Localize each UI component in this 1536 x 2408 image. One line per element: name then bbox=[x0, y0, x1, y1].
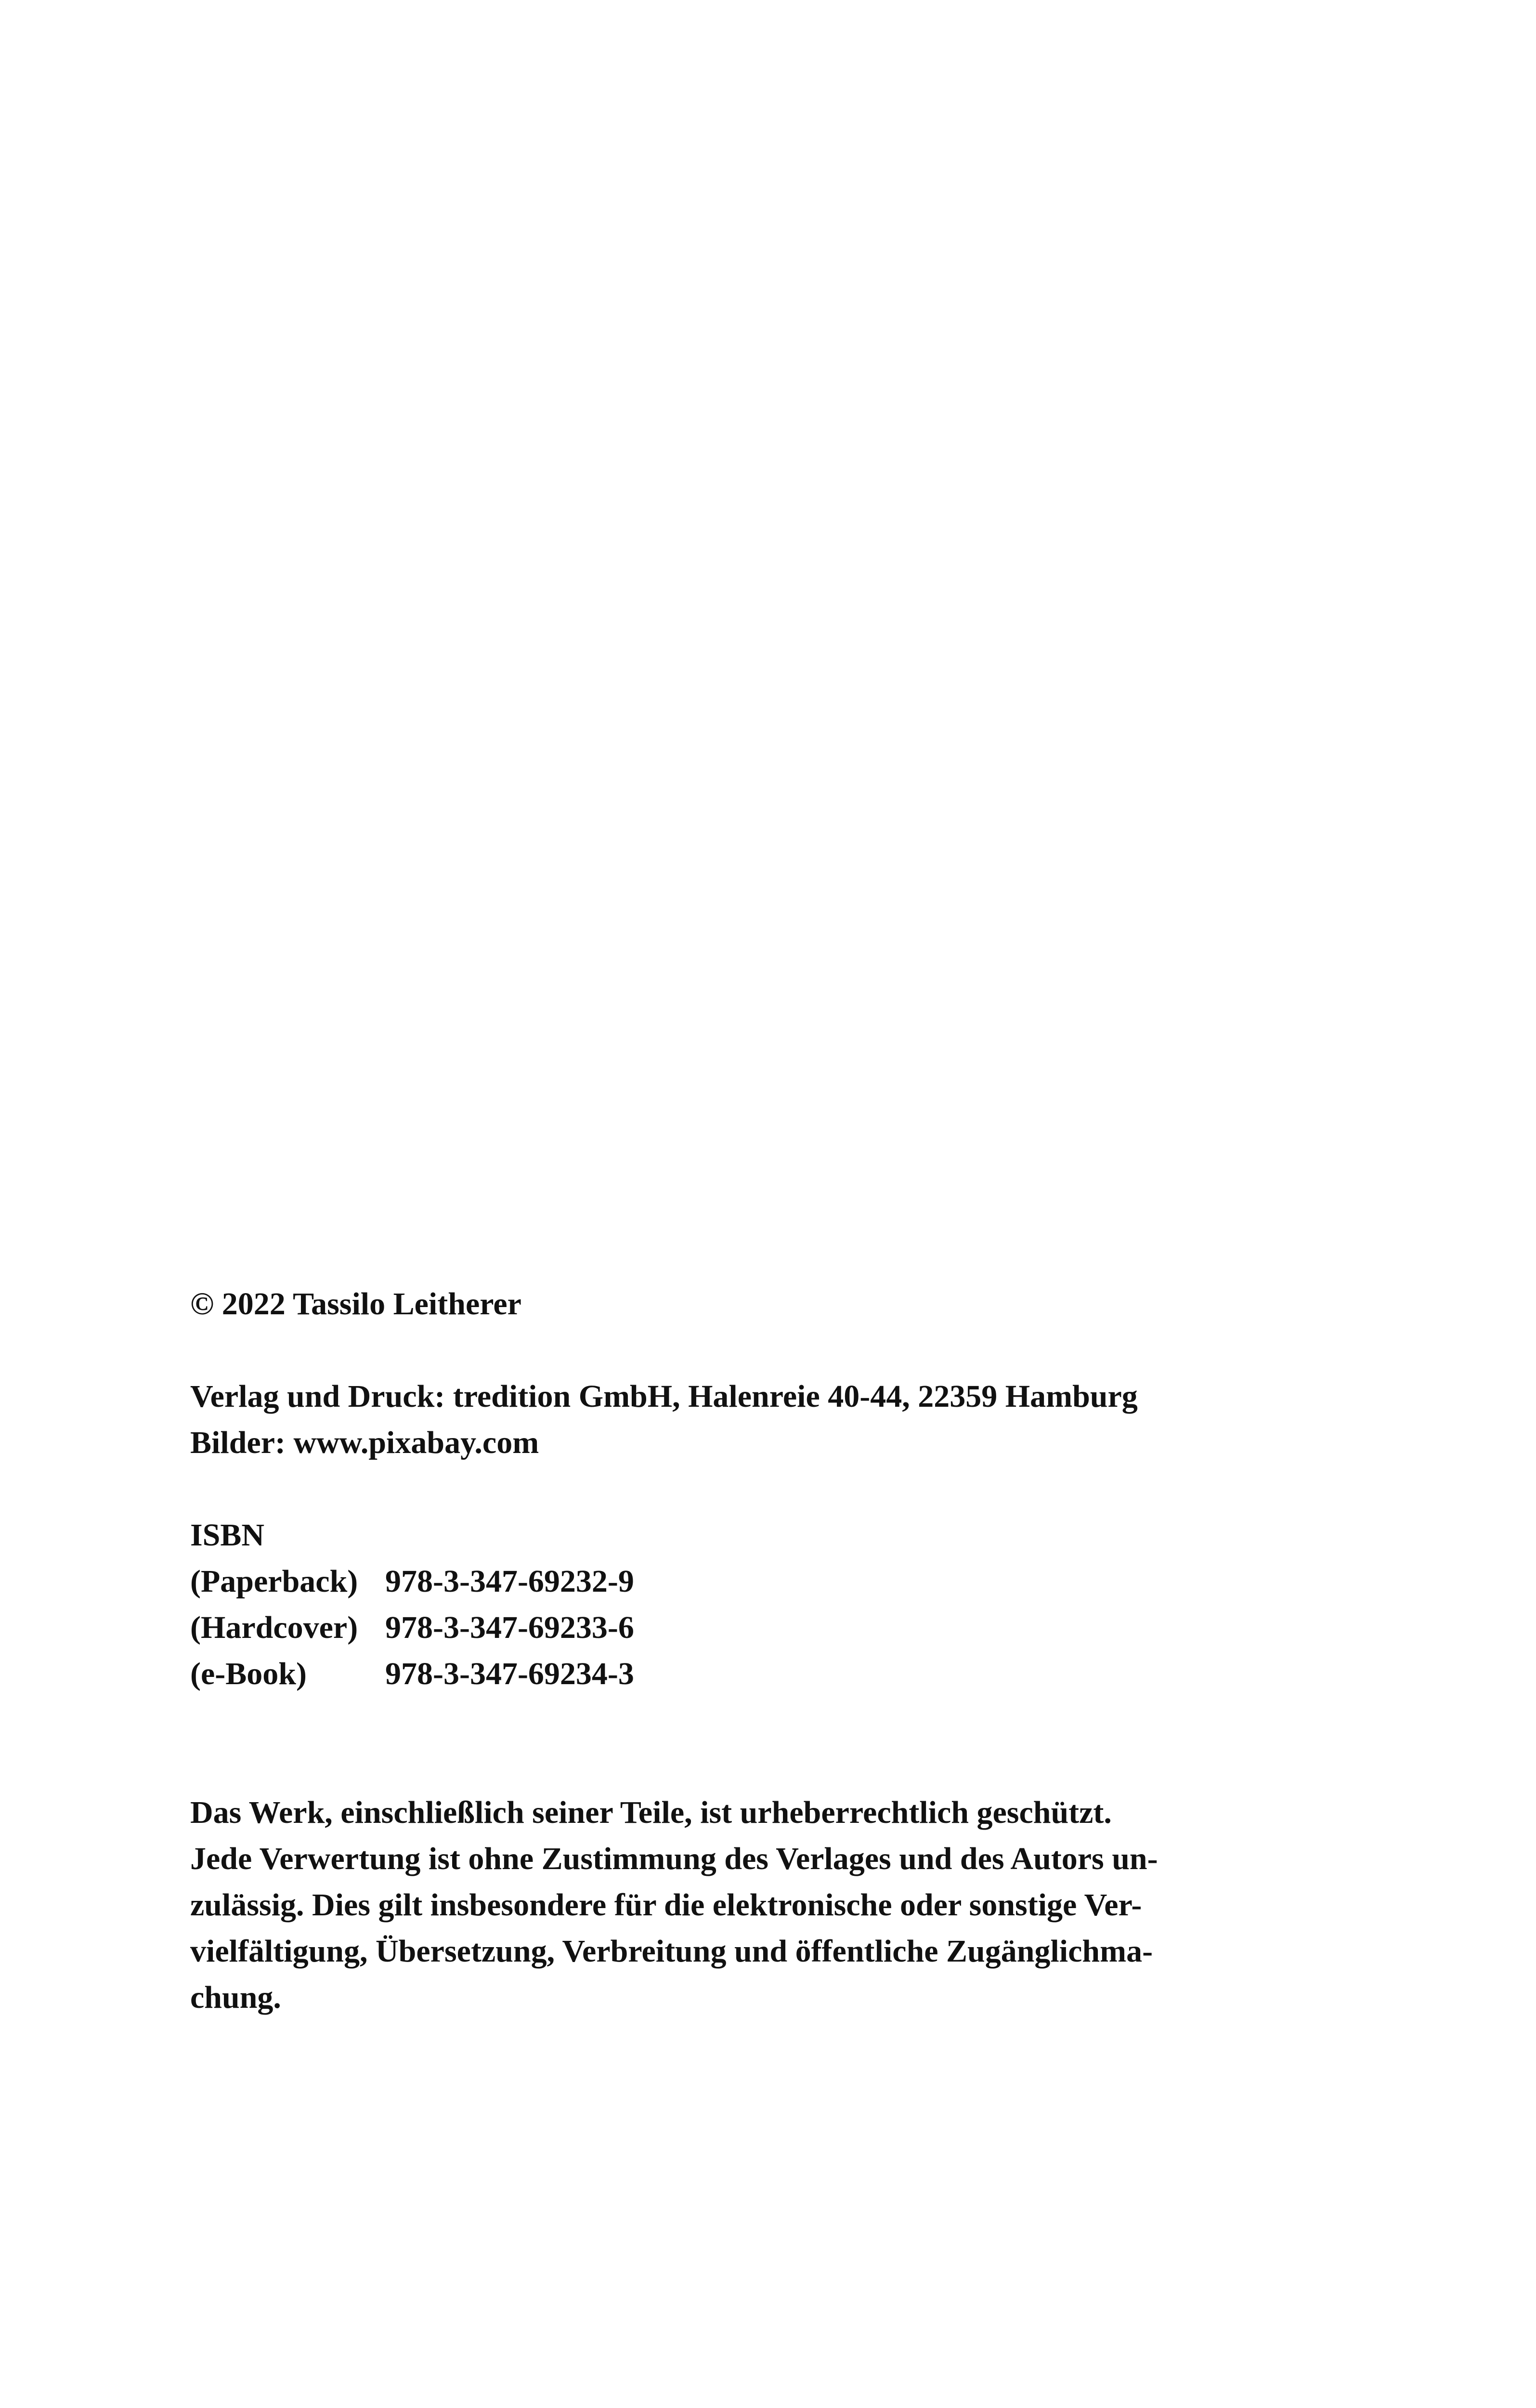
isbn-number: 978-3-347-69233-6 bbox=[385, 1610, 634, 1645]
isbn-label: (Hardcover) bbox=[190, 1610, 358, 1645]
rights-line: vielfältigung, Übersetzung, Verbreitung und öffentliche Zugänglichma- bbox=[190, 1934, 1153, 1969]
isbn-label: (Paperback) bbox=[190, 1564, 358, 1599]
isbn-number: 978-3-347-69232-9 bbox=[385, 1564, 634, 1599]
images-credit-line: Bilder: www.pixabay.com bbox=[190, 1425, 539, 1460]
imprint-block bbox=[190, 1281, 1336, 2021]
rights-line: chung. bbox=[190, 1980, 281, 2015]
rights-line: zulässig. Dies gilt insbesondere für die elektronische oder sonstige Ver- bbox=[190, 1887, 1142, 1923]
isbn-heading: ISBN bbox=[190, 1518, 265, 1553]
isbn-row-hardcover bbox=[190, 1605, 1336, 1651]
isbn-section bbox=[190, 1512, 1336, 1697]
isbn-number: 978-3-347-69234-3 bbox=[385, 1656, 634, 1691]
isbn-label: (e-Book) bbox=[190, 1656, 307, 1691]
isbn-row-ebook bbox=[190, 1651, 1336, 1697]
publisher-line: Verlag und Druck: tredition GmbH, Halenreie 40-44, 22359 Hamburg bbox=[190, 1379, 1138, 1414]
rights-line: Jede Verwertung ist ohne Zustimmung des Verlages und des Autors un- bbox=[190, 1841, 1158, 1876]
rights-line: Das Werk, einschließlich seiner Teile, ist urheberrechtlich geschützt. bbox=[190, 1795, 1112, 1830]
copyright-line: © 2022 Tassilo Leitherer bbox=[190, 1286, 521, 1322]
isbn-row-paperback bbox=[190, 1558, 1336, 1605]
rights-notice bbox=[190, 1790, 1336, 2021]
